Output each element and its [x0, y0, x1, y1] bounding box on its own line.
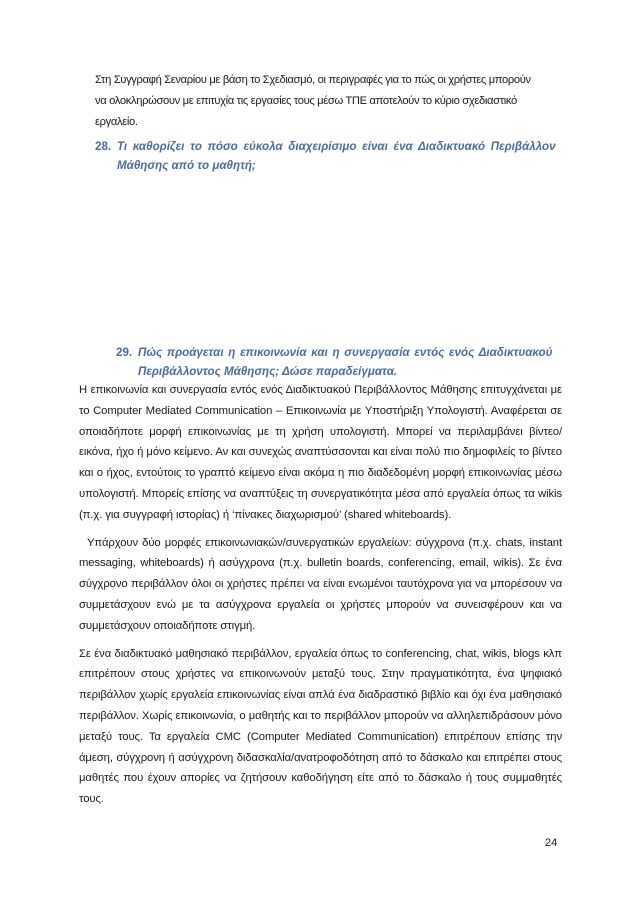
body-paragraph: Σε ένα διαδικτυακό μαθησιακό περιβάλλον, εργαλεία όπως το conferencing, chat, wikis, blogs κλπ επιτρέπουν στους χρήστες να επικοινωνούν μεταξύ τους. Στην πραγματικότητα, ένα ψηφιακό περιβάλλον χωρίς εργαλεία επικοινωνίας είναι απλά ένα διαδραστικό βιβλίο και όχι ένα μαθησιακό περιβάλλον. Χωρίς επικοινωνία, ο μαθητής και το περιβάλλον μπορούν να αλληλεπιδράσουν μόνο μεταξύ τους. Τα εργαλεία CMC (Computer Mediated Communication) επιτρέπουν επίσης την άμεση, σύγχρονη ή ασύγχρονη διδασκαλία/ανατροφοδότηση από το δάσκαλο και επιτρέπει στους μαθητές που έχουν απορίες να ζητήσουν καθοδήγηση είτε από το δάσκαλο ή τους συμμαθητές τους.	[79, 647, 562, 806]
question-number: 29.	[116, 346, 133, 359]
page-number: 24	[545, 837, 558, 849]
answer-29-body	[79, 380, 562, 817]
question-number: 28.	[95, 140, 112, 153]
body-paragraph: Η επικοινωνία και συνεργασία εντός ενός Διαδικτυακού Περιβάλλοντος Μάθησης επιτυγχάνεται με το Computer Mediated Communication – Επικοινωνία με Υποστήριξη Υπολογιστή. Αναφέρεται σε οποιαδήποτε μορφή επικοινωνίας με τη χρήση υπολογιστή. Μπορεί να περιλαμβάνει βίντεο/εικόνα, ήχο ή μόνο κείμενο. Αν και συνεχώς αναπτύσσονται και είναι πολύ πιο δημοφιλείς το βίντεο και ο ήχος, εντούτοις το γραπτό κείμενο είναι ακόμα η πιο διαδεδομένη μορφή επικοινωνίας μέσω υπολογιστή. Μπορείς επίσης να αναπτύξεις τη συνεργατικότητα μέσα από εργαλεία όπως τα wikis (π.χ. για συγγραφή ιστορίας) ή ‘πίνακες διαχωρισμού’ (shared whiteboards).	[79, 384, 562, 521]
intro-line: Στη Συγγραφή Σεναρίου με βάση το Σχεδιασμό, οι περιγραφές για το πώς οι χρήστες μπορούν	[95, 74, 531, 86]
intro-paragraph	[95, 70, 555, 133]
question-line: Περιβάλλοντος Μάθησης; Δώσε παραδείγματα.	[138, 365, 398, 378]
question-line: Τι καθορίζει το πόσο εύκολα διαχειρίσιμο είναι ένα Διαδικτυακό Περιβάλλον	[117, 140, 556, 153]
body-paragraph: Υπάρχουν δύο μορφές επικοινωνιακών/συνεργατικών εργαλείων: σύγχρονα (π.χ. chats, instant messaging, whiteboards) ή ασύγχρονα (π.χ. bulletin boards, conferencing, email, wikis). Σε ένα σύγχρονο περιβάλλον όλοι οι χρήστες πρέπει να είναι ενωμένοι ταυτόχρονα για να μπορέσουν να συμμετάσχουν ενώ με τα ασύγχρονα εργαλεία οι χρήστες μπορούν να συνεισφέρουν και να συμμετάσχουν οποιαδήποτε στιγμή.	[79, 536, 562, 632]
question-line: Μάθησης από το μαθητή;	[117, 159, 256, 172]
intro-line: εργαλείο.	[95, 116, 138, 128]
question-line: Πώς προάγεται η επικοινωνία και η συνεργασία εντός ενός Διαδικτυακού	[138, 346, 553, 359]
intro-line: να ολοκληρώσουν με επιτυχία τις εργασίες τους μέσω ΤΠΕ αποτελούν το κύριο σχεδιαστικό	[95, 95, 517, 107]
